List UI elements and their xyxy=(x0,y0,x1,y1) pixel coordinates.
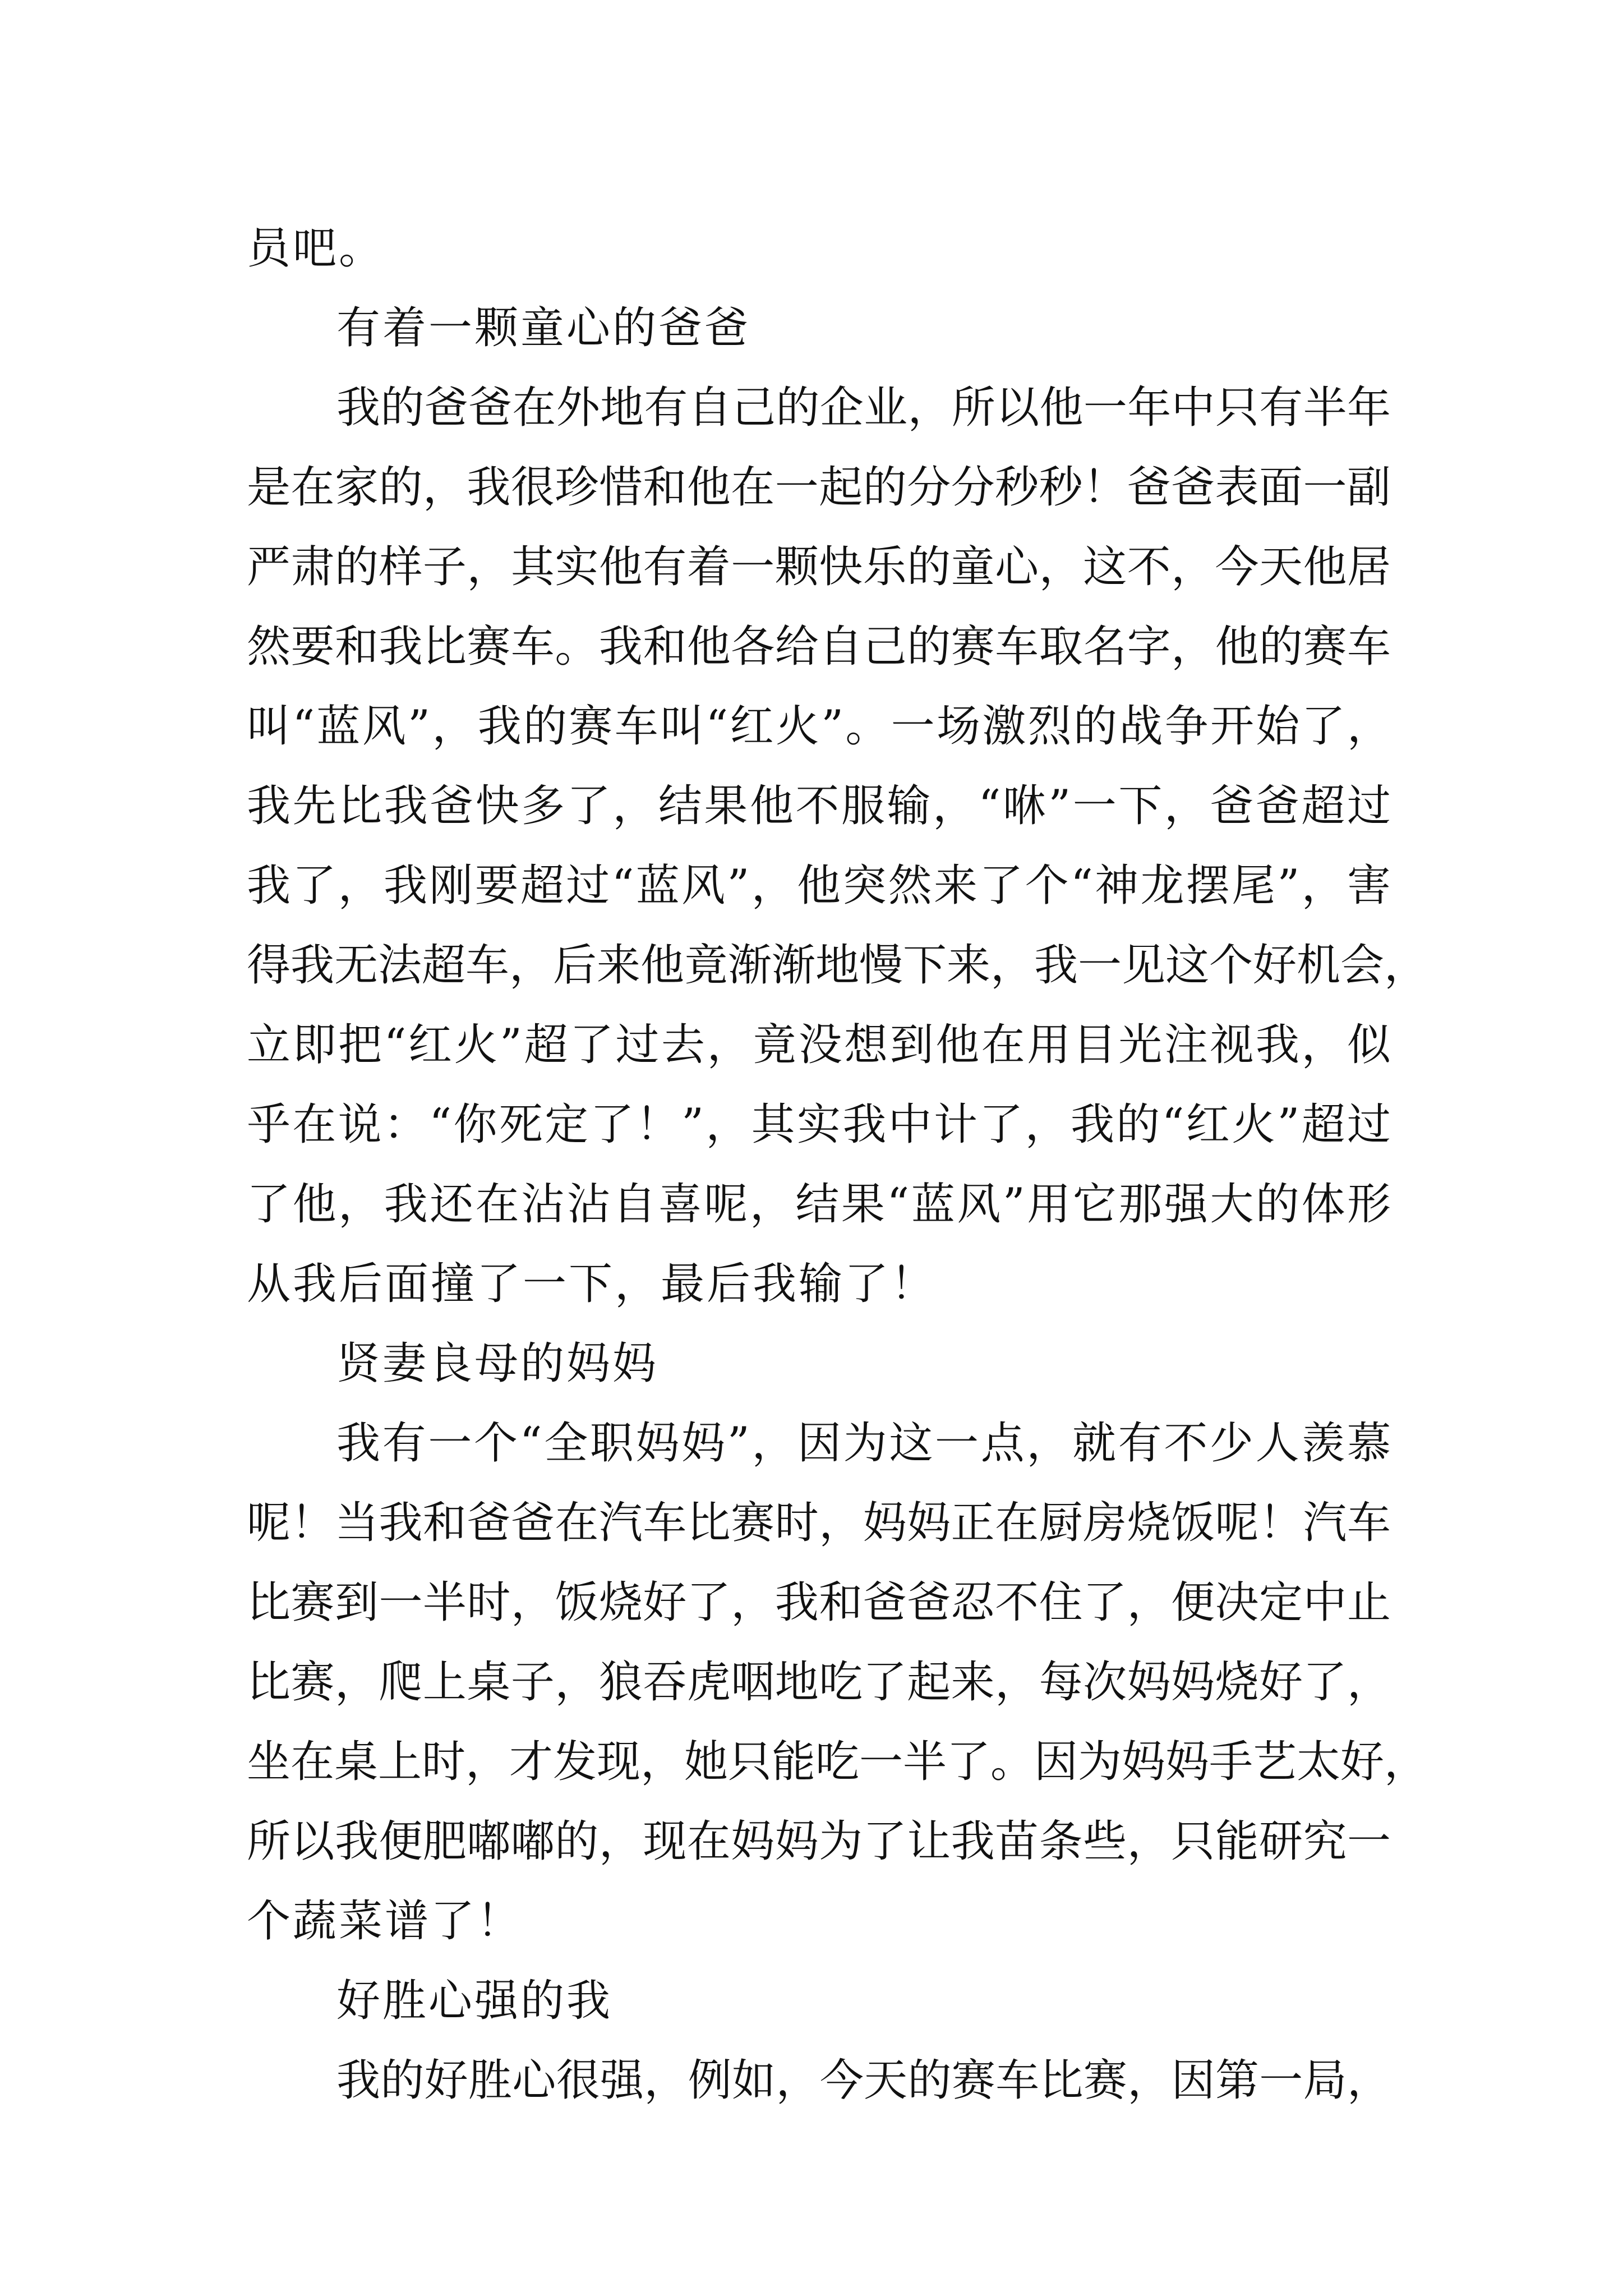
text-line: 立即把“红火”超了过去，竟没想到他在用目光注视我，似 xyxy=(247,1020,1391,1070)
text-line: 严肃的样子，其实他有着一颗快乐的童心，这不，今天他居 xyxy=(247,542,1391,592)
text-line: 乎在说：“你死定了！”，其实我中计了，我的“红火”超过 xyxy=(247,1099,1391,1150)
text-line: 是在家的，我很珍惜和他在一起的分分秒秒！爸爸表面一副 xyxy=(247,462,1391,513)
text-line: 我的好胜心很强，例如，今天的赛车比赛，因第一局， xyxy=(336,2055,1391,2106)
text-line: 我的爸爸在外地有自己的企业，所以他一年中只有半年 xyxy=(336,383,1391,433)
text-line: 我有一个“全职妈妈”，因为这一点，就有不少人羡慕 xyxy=(336,1418,1391,1469)
text-line: 叫“蓝风”，我的赛车叫“红火”。一场激烈的战争开始了， xyxy=(247,701,1391,752)
text-line: 从我后面撞了一下，最后我输了！ xyxy=(247,1259,937,1309)
text-line: 我了，我刚要超过“蓝风”，他突然来了个“神龙摆尾”，害 xyxy=(247,861,1391,911)
text-line: 比赛到一半时，饭烧好了，我和爸爸忍不住了，便决定中止 xyxy=(247,1577,1391,1628)
text-line: 个蔬菜谱了！ xyxy=(247,1896,523,1947)
text-line: 呢！当我和爸爸在汽车比赛时，妈妈正在厨房烧饭呢！汽车 xyxy=(247,1498,1391,1548)
text-line: 得我无法超车，后来他竟渐渐地慢下来，我一见这个好机会， xyxy=(247,940,1428,991)
text-line: 坐在桌上时，才发现，她只能吃一半了。因为妈妈手艺太好， xyxy=(247,1737,1428,1787)
text-line: 贤妻良母的妈妈 xyxy=(336,1338,659,1389)
text-line: 我先比我爸快多了，结果他不服输，“咻”一下，爸爸超过 xyxy=(247,781,1391,831)
text-line: 好胜心强的我 xyxy=(336,1976,613,2026)
document-page xyxy=(247,209,1428,2120)
text-line: 了他，我还在沾沾自喜呢，结果“蓝风”用它那强大的体形 xyxy=(247,1179,1391,1230)
text-line: 有着一颗童心的爸爸 xyxy=(336,303,751,353)
text-line: 比赛，爬上桌子，狼吞虎咽地吃了起来，每次妈妈烧好了， xyxy=(247,1657,1391,1708)
text-line: 然要和我比赛车。我和他各给自己的赛车取名字，他的赛车 xyxy=(247,622,1391,672)
text-line: 所以我便肥嘟嘟的，现在妈妈为了让我苗条些，只能研究一 xyxy=(247,1816,1391,1867)
text-line: 员吧。 xyxy=(247,223,385,274)
